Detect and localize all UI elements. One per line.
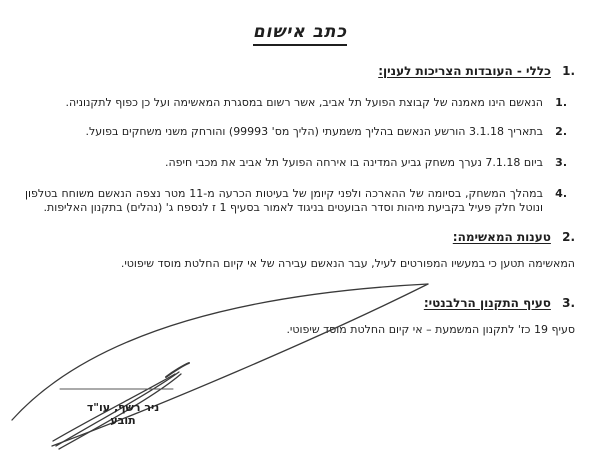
fact-item-3 bbox=[25, 156, 567, 170]
signatory-role: תובע bbox=[110, 414, 136, 427]
fact-item-2-number: .2 bbox=[555, 125, 567, 138]
fact-item-2-text: בתאריך 3.1.18 הורשע הנאשם בהליך משמעתי (הליך מס' 99993) והורחק משני משחקים בפועל. bbox=[85, 125, 543, 138]
fact-item-3-number: .3 bbox=[555, 156, 567, 169]
document-title-text: כתב אישום bbox=[253, 22, 347, 46]
document-title bbox=[240, 22, 360, 46]
section-2-number: .2 bbox=[562, 230, 575, 244]
fact-item-3-text: ביום 7.1.18 נערך משחק גביע המדינה בו אירחה הפועל תל אביב את מכבי חיפה. bbox=[164, 156, 543, 169]
fact-item-1-text: הנאשם הינו מאמנה של קבוצת הפועל תל אביב, אשר רשום במסגרת המאשימה ועל כן כפוף לתקנוניה. bbox=[65, 96, 543, 109]
fact-item-4-text: במהלך המשחק, בסיומה של ההארכה ולפני קיומן של בעיטות הכרעה מ-11 מטר נצפה הנאשם משוחח בטלפון ונוטל חלק פעיל בקביעת מיהות וסדר הבועטים בניגוד לאמור בסעיף 1 ז לנספח ג' (נהלים) בתקנון האליפות. bbox=[25, 187, 543, 214]
fact-item-1 bbox=[25, 96, 567, 110]
section-2-body: המאשימה תטען כי במעשיו המפורטים לעיל, עבר הנאשם עבירה של אי קיום החלטת מוסד שיפוטי. bbox=[120, 257, 575, 270]
fact-item-4-number: .4 bbox=[555, 187, 567, 200]
signatory-name: ניר רשף, עו"ד bbox=[86, 401, 160, 414]
facts-list bbox=[25, 96, 567, 215]
signatory-block bbox=[58, 401, 188, 427]
fact-item-1-number: .1 bbox=[555, 96, 567, 109]
section-1-title: כללי - העובדות הצריכות לענין: bbox=[378, 64, 551, 78]
section-3-title: סעיף התקנון הרלבנטי: bbox=[423, 296, 551, 310]
section-2-title: טענות המאשימה: bbox=[452, 230, 551, 244]
section-1-number: .1 bbox=[562, 64, 575, 78]
section-3-body: סעיף 19 כז' לתקנון המשמעת – אי קיום החלטת מוסד שיפוטי. bbox=[286, 323, 575, 336]
section-3-number: .3 bbox=[562, 296, 575, 310]
section-2-heading bbox=[25, 230, 575, 244]
fact-item-4 bbox=[25, 187, 567, 215]
fact-item-2 bbox=[25, 125, 567, 139]
section-1-heading bbox=[25, 64, 575, 78]
section-3-heading bbox=[25, 296, 575, 310]
